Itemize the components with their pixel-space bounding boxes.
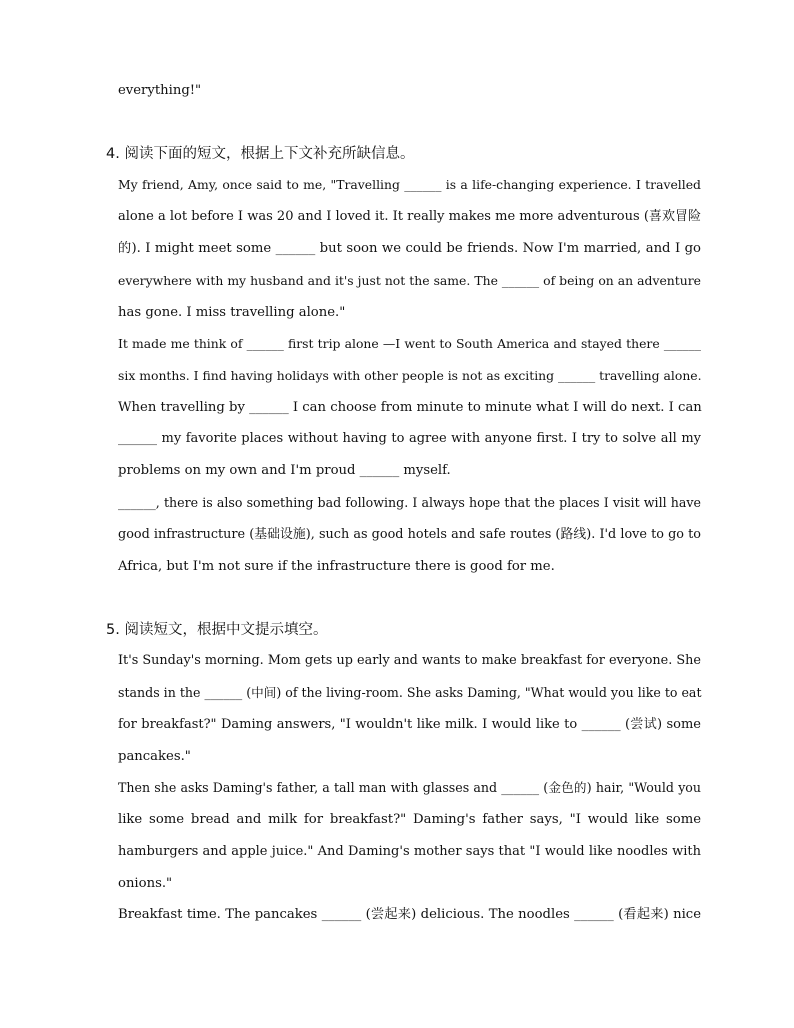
text-line: My friend, Amy, once said to me, "Travelling ______ is a life-changing experience. I travelled bbox=[118, 177, 701, 192]
question-5-heading: 5. 阅读短文，根据中文提示填空。 bbox=[106, 622, 328, 638]
text-line: ______, there is also something bad following. I always hope that the places I visit will have bbox=[118, 495, 701, 510]
text-line: everything!" bbox=[118, 83, 202, 98]
text-line: It made me think of ______ first trip alone —I went to South America and stayed there ______ bbox=[118, 336, 701, 351]
question-4-heading: 4. 阅读下面的短文，根据上下文补充所缺信息。 bbox=[106, 146, 415, 162]
text-line: Then she asks Daming's father, a tall man with glasses and ______ (金色的) hair, "Would you bbox=[118, 780, 701, 795]
text-line: Breakfast time. The pancakes ______ (尝起来) delicious. The noodles ______ (看起来) nice bbox=[118, 907, 701, 922]
text-line: alone a lot before I was 20 and I loved it. It really makes me more adventurous (喜欢冒险 bbox=[118, 209, 701, 224]
text-line: stands in the ______ (中间) of the living-room. She asks Daming, "What would you like to eat bbox=[118, 685, 702, 700]
text-line: Africa, but I'm not sure if the infrastructure there is good for me. bbox=[118, 559, 555, 574]
text-line: six months. I find having holidays with other people is not as exciting ______ travelling alone. bbox=[118, 368, 702, 383]
text-line: for breakfast?" Daming answers, "I wouldn't like milk. I would like to ______ (尝试) some bbox=[118, 717, 701, 732]
text-line: hamburgers and apple juice." And Daming's mother says that "I would like noodles with bbox=[118, 844, 701, 859]
text-line: When travelling by ______ I can choose from minute to minute what I will do next. I can bbox=[118, 400, 702, 415]
text-line: has gone. I miss travelling alone." bbox=[118, 305, 346, 320]
text-line: like some bread and milk for breakfast?" Daming's father says, "I would like some bbox=[118, 812, 701, 827]
text-line: ______ my favorite places without having to agree with anyone first. I try to solve all my bbox=[118, 431, 701, 446]
text-line: pancakes." bbox=[118, 749, 191, 764]
text-line: good infrastructure (基础设施), such as good hotels and safe routes (路线). I'd love to go to bbox=[118, 527, 701, 542]
text-line: problems on my own and I'm proud ______ myself. bbox=[118, 463, 451, 478]
text-line: 的). I might meet some ______ but soon we could be friends. Now I'm married, and I go bbox=[118, 241, 701, 256]
text-line: onions." bbox=[118, 876, 173, 891]
text-line: everywhere with my husband and it's just not the same. The ______ of being on an adventure bbox=[118, 273, 701, 288]
text-line: It's Sunday's morning. Mom gets up early and wants to make breakfast for everyone. She bbox=[118, 653, 701, 668]
